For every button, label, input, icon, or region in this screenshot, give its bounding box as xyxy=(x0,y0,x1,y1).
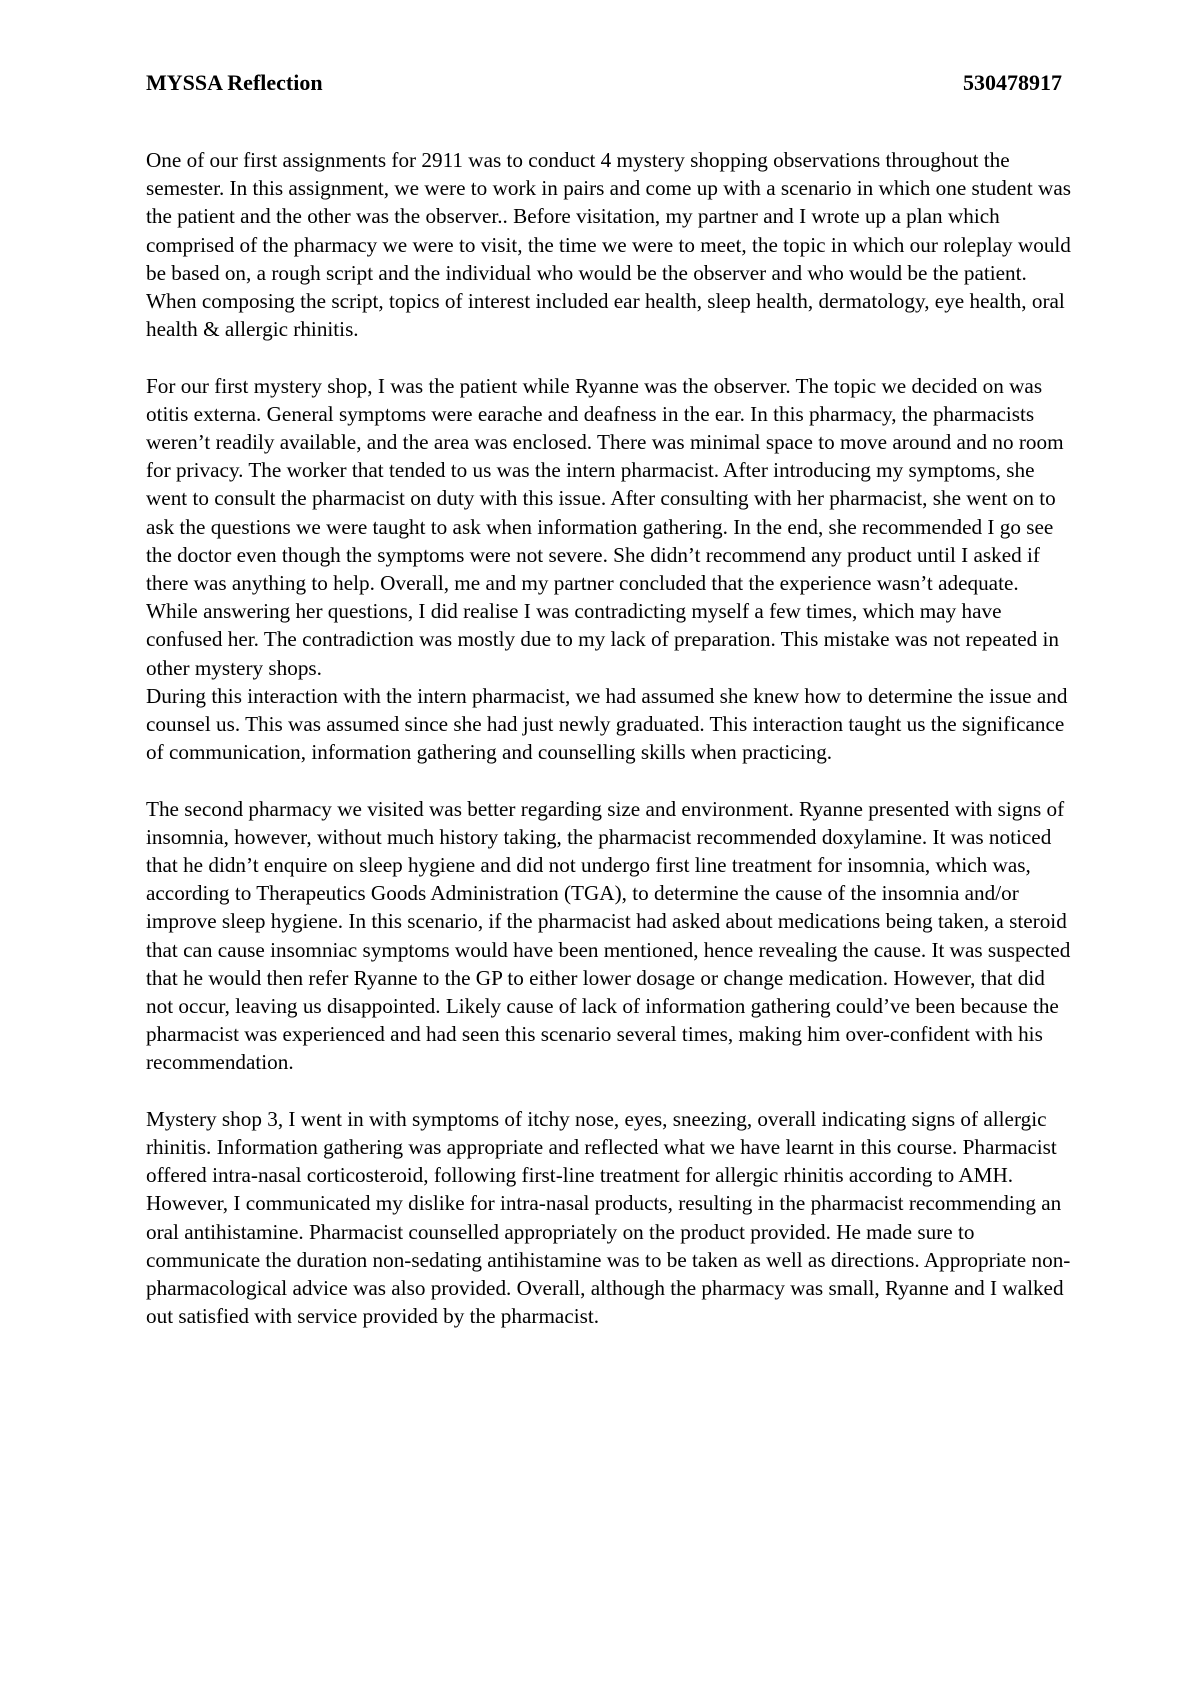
paragraph-contradiction: While answering her questions, I did realise I was contradicting myself a few times, which may have confused her. The contradiction was mostly due to my lack of preparation. This mistake was not repeated in other mystery shops. xyxy=(146,599,1059,680)
paragraph-intro: One of our first assignments for 2911 was to conduct 4 mystery shopping observations throughout the semester. In this assignment, we were to work in pairs and come up with a scenario in which one student was the patient and the other was the observer.. Before visitation, my partner and I wrote up a plan which comprised of the pharmacy we were to visit, the time we were to meet, the topic in which our roleplay would be based on, a rough script and the individual who would be the observer and who would be the patient. When composing the script, topics of interest included ear health, sleep health, dermatology, eye health, oral health & allergic rhinitis. xyxy=(146,148,1071,342)
paragraph-spacer xyxy=(146,1077,1071,1105)
paragraph-spacer xyxy=(146,343,1071,371)
paragraph-intern-lesson: During this interaction with the intern pharmacist, we had assumed she knew how to determine the issue and counsel us. This was assumed since she had just newly graduated. This interaction taught us the significance of communication, information gathering and counselling skills when practicing. xyxy=(146,683,1068,765)
document-body xyxy=(146,146,1071,1330)
paragraph-mystery-shop-3: Mystery shop 3, I went in with symptoms of itchy nose, eyes, sneezing, overall indicating signs of allergic rhinitis. Information gathering was appropriate and reflected what we have learnt in this course. Pharmacist offered intra-nasal corticosteroid, following first-line treatment for allergic rhinitis according to AMH. However, I communicated my dislike for intra-nasal products, resulting in the pharmacist recommending an oral antihistamine. Pharmacist counselled appropriately on the product provided. He made sure to communicate the duration non-sedating antihistamine was to be taken as well as directions. Appropriate non-pharmacological advice was also provided. Overall, although the pharmacy was small, Ryanne and I walked out satisfied with service provided by the pharmacist. xyxy=(146,1106,1071,1329)
paragraph-mystery-shop-1: For our first mystery shop, I was the patient while Ryanne was the observer. The topic we decided on was otitis externa. General symptoms were earache and deafness in the ear. In this pharmacy, the pharmacists weren’t readily available, and the area was enclosed. There was minimal space to move around and no room for privacy. The worker that tended to us was the intern pharmacist. After introducing my symptoms, she went to consult the pharmacist on duty with this issue. After consulting with her pharmacist, she went on to ask the questions we were taught to ask when information gathering. In the end, she recommended I go see the doctor even though the symptoms were not severe. She didn’t recommend any product until I asked if there was anything to help. Overall, me and my partner concluded that the experience wasn’t adequate. xyxy=(146,373,1064,596)
document-title: MYSSA Reflection xyxy=(146,70,323,95)
paragraph-spacer xyxy=(146,766,1071,794)
student-id: 530478917 xyxy=(963,70,1062,95)
page-header xyxy=(146,70,1062,100)
paragraph-mystery-shop-2: The second pharmacy we visited was better regarding size and environment. Ryanne presented with signs of insomnia, however, without much history taking, the pharmacist recommended doxylamine. It was noticed that he didn’t enquire on sleep hygiene and did not undergo first line treatment for insomnia, which was, according to Therapeutics Goods Administration (TGA), to determine the cause of the insomnia and/or improve sleep hygiene. In this scenario, if the pharmacist had asked about medications being taken, a steroid that can cause insomniac symptoms would have been mentioned, hence revealing the cause. It was suspected that he would then refer Ryanne to the GP to either lower dosage or change medication. However, that did not occur, leaving us disappointed. Likely cause of lack of information gathering could’ve been because the pharmacist was experienced and had seen this scenario several times, making him over-confident with his recommendation. xyxy=(146,796,1071,1075)
